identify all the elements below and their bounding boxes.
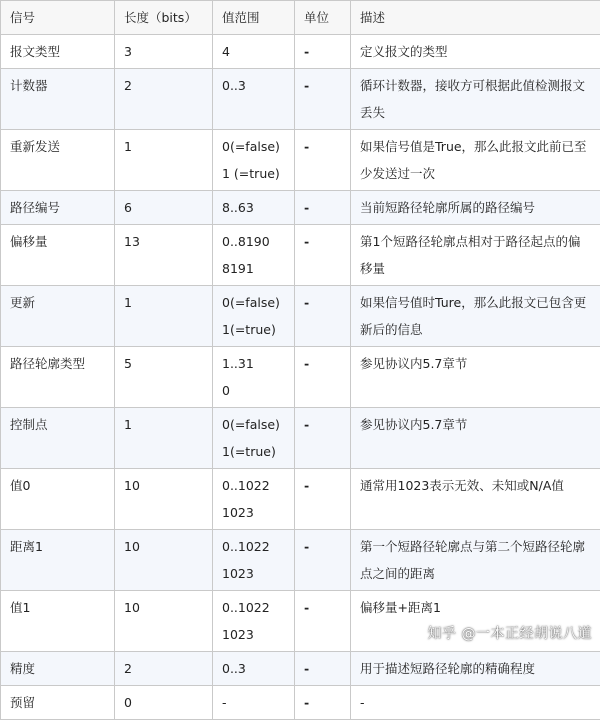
- cell-range: [213, 469, 295, 530]
- cell-range: [213, 130, 295, 191]
- cell-length: 2: [115, 69, 213, 130]
- cell-range: [213, 591, 295, 652]
- cell-length: 2: [115, 652, 213, 686]
- cell-signal: 重新发送: [1, 130, 115, 191]
- table-header: [1, 1, 600, 35]
- cell-signal: 控制点: [1, 408, 115, 469]
- table-row: [1, 652, 600, 686]
- cell-range: [213, 686, 295, 720]
- cell-length: 1: [115, 130, 213, 191]
- header-signal: 信号: [1, 1, 115, 35]
- cell-unit: -: [295, 408, 351, 469]
- cell-unit: -: [295, 35, 351, 69]
- range-value: 0(=false): [222, 411, 286, 438]
- range-value: 1(=true): [222, 438, 286, 465]
- table-row: [1, 130, 600, 191]
- range-value: 1 (=true): [222, 160, 286, 187]
- cell-description: 参见协议内5.7章节: [351, 408, 600, 469]
- cell-signal: 更新: [1, 286, 115, 347]
- cell-description: 偏移量+距离1: [351, 591, 600, 652]
- range-value: 0(=false): [222, 289, 286, 316]
- cell-unit: -: [295, 347, 351, 408]
- range-value: 0..3: [222, 72, 286, 99]
- cell-description: 当前短路径轮廓所属的路径编号: [351, 191, 600, 225]
- range-value: 4: [222, 38, 286, 65]
- range-value: 1023: [222, 621, 286, 648]
- cell-unit: -: [295, 130, 351, 191]
- cell-signal: 路径轮廓类型: [1, 347, 115, 408]
- cell-unit: -: [295, 469, 351, 530]
- table-row: [1, 469, 600, 530]
- cell-range: [213, 530, 295, 591]
- table-row: [1, 530, 600, 591]
- cell-range: [213, 225, 295, 286]
- table-row: [1, 408, 600, 469]
- cell-unit: -: [295, 225, 351, 286]
- cell-description: 循环计数器，接收方可根据此值检测报文丢失: [351, 69, 600, 130]
- header-length: 长度（bits）: [115, 1, 213, 35]
- cell-range: [213, 347, 295, 408]
- table-row: [1, 191, 600, 225]
- cell-range: [213, 652, 295, 686]
- cell-length: 10: [115, 469, 213, 530]
- table-row: [1, 286, 600, 347]
- table-row: [1, 347, 600, 408]
- cell-description: 用于描述短路径轮廓的精确程度: [351, 652, 600, 686]
- cell-description: 如果信号值是True，那么此报文此前已至少发送过一次: [351, 130, 600, 191]
- cell-unit: -: [295, 591, 351, 652]
- header-range: 值范围: [213, 1, 295, 35]
- range-value: 1023: [222, 560, 286, 587]
- range-value: 8..63: [222, 194, 286, 221]
- table-row: [1, 225, 600, 286]
- cell-signal: 精度: [1, 652, 115, 686]
- range-value: 0(=false): [222, 133, 286, 160]
- cell-signal: 偏移量: [1, 225, 115, 286]
- cell-unit: -: [295, 286, 351, 347]
- header-description: 描述: [351, 1, 600, 35]
- cell-length: 13: [115, 225, 213, 286]
- cell-length: 5: [115, 347, 213, 408]
- range-value: 1023: [222, 499, 286, 526]
- cell-length: 10: [115, 591, 213, 652]
- range-value: 0..1022: [222, 594, 286, 621]
- cell-length: 10: [115, 530, 213, 591]
- range-value: 0..8190: [222, 228, 286, 255]
- cell-unit: -: [295, 652, 351, 686]
- cell-signal: 距离1: [1, 530, 115, 591]
- cell-unit: -: [295, 69, 351, 130]
- cell-description: -: [351, 686, 600, 720]
- cell-description: 通常用1023表示无效、未知或N/A值: [351, 469, 600, 530]
- cell-description: 参见协议内5.7章节: [351, 347, 600, 408]
- table-body: [1, 35, 600, 720]
- cell-length: 1: [115, 408, 213, 469]
- cell-range: [213, 35, 295, 69]
- cell-length: 1: [115, 286, 213, 347]
- cell-signal: 值1: [1, 591, 115, 652]
- range-value: 1(=true): [222, 316, 286, 343]
- cell-signal: 预留: [1, 686, 115, 720]
- header-row: [1, 1, 600, 35]
- cell-range: [213, 191, 295, 225]
- range-value: 0: [222, 377, 286, 404]
- range-value: 0..1022: [222, 533, 286, 560]
- cell-range: [213, 408, 295, 469]
- cell-description: 第1个短路径轮廓点相对于路径起点的偏移量: [351, 225, 600, 286]
- cell-description: 定义报文的类型: [351, 35, 600, 69]
- cell-signal: 值0: [1, 469, 115, 530]
- cell-unit: -: [295, 686, 351, 720]
- cell-description: 第一个短路径轮廓点与第二个短路径轮廓点之间的距离: [351, 530, 600, 591]
- table-row: [1, 69, 600, 130]
- cell-signal: 计数器: [1, 69, 115, 130]
- cell-length: 3: [115, 35, 213, 69]
- cell-unit: -: [295, 530, 351, 591]
- cell-length: 6: [115, 191, 213, 225]
- range-value: 1..31: [222, 350, 286, 377]
- watermark: 知乎 @一本正经胡说八道: [428, 623, 592, 643]
- cell-description: 如果信号值时Ture，那么此报文已包含更新后的信息: [351, 286, 600, 347]
- range-value: 0..3: [222, 655, 286, 682]
- range-value: 8191: [222, 255, 286, 282]
- cell-signal: 报文类型: [1, 35, 115, 69]
- table-row: [1, 686, 600, 720]
- cell-unit: -: [295, 191, 351, 225]
- cell-range: [213, 286, 295, 347]
- cell-length: 0: [115, 686, 213, 720]
- cell-range: [213, 69, 295, 130]
- range-value: -: [222, 689, 286, 716]
- range-value: 0..1022: [222, 472, 286, 499]
- cell-signal: 路径编号: [1, 191, 115, 225]
- table-row: [1, 35, 600, 69]
- header-unit: 单位: [295, 1, 351, 35]
